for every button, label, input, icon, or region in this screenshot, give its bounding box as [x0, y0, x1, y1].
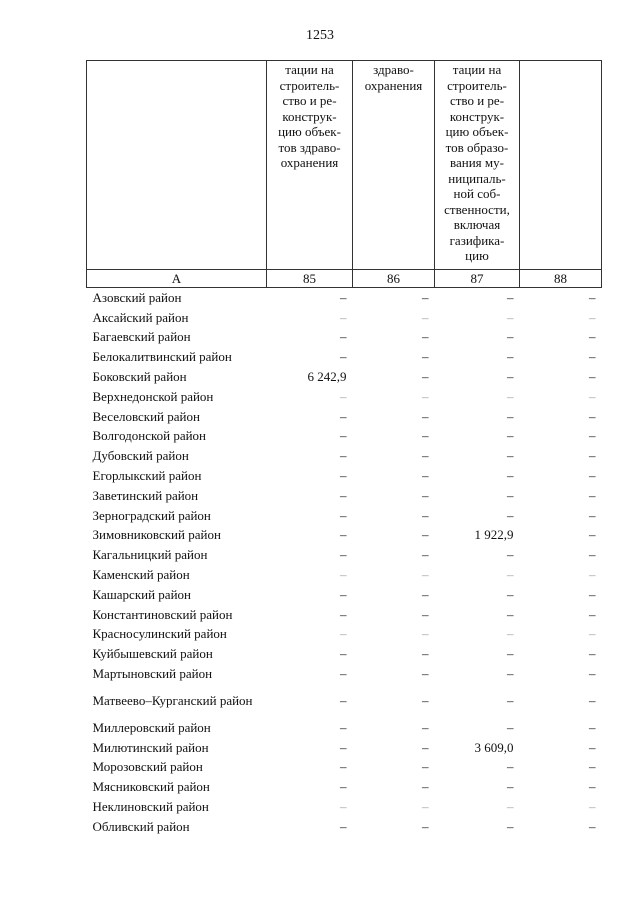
table-row	[87, 406, 602, 426]
value-cell-col-85: –	[340, 329, 347, 345]
value-cell-col-88: –	[589, 329, 596, 345]
value-cell-col-85: –	[340, 290, 347, 306]
district-name: Багаевский район	[92, 329, 191, 345]
table-row	[87, 683, 602, 717]
value-cell-col-85: –	[340, 666, 347, 682]
value-cell-col-88: –	[589, 507, 596, 523]
value-cell-col-88: –	[589, 646, 596, 662]
value-cell-col-85: –	[340, 646, 347, 662]
value-cell-col-86: –	[422, 527, 429, 543]
value-cell-col-87: –	[507, 586, 514, 602]
value-cell-col-85: –	[340, 547, 347, 563]
value-cell-col-88: –	[589, 779, 596, 795]
value-cell-col-87: 3 609,0	[474, 739, 514, 755]
value-cell-col-86: –	[422, 799, 429, 815]
value-cell-col-87: –	[507, 309, 514, 325]
value-cell-col-87: –	[507, 799, 514, 815]
district-name: Мясниковский район	[92, 779, 210, 795]
table-row	[87, 816, 602, 836]
header-text-row	[87, 61, 602, 270]
value-cell-col-88: –	[589, 626, 596, 642]
value-cell-col-86: –	[422, 739, 429, 755]
value-cell-col-86: –	[422, 547, 429, 563]
district-name: Неклиновский район	[92, 799, 209, 815]
value-cell-col-88: –	[589, 428, 596, 444]
value-cell-col-85: –	[340, 719, 347, 735]
value-cell-col-86: –	[422, 329, 429, 345]
value-cell-col-87: –	[507, 606, 514, 622]
value-cell-col-85: –	[340, 779, 347, 795]
header-cell-87: тации на строитель- ство и ре- конструк- цию объек- тов образо- вания му- ниципаль- ной соб- ственности, включая газифика- цию	[435, 61, 520, 270]
table-row	[87, 797, 602, 817]
table-body	[87, 288, 602, 837]
value-cell-col-86: –	[422, 779, 429, 795]
value-cell-col-87: –	[507, 290, 514, 306]
value-cell-col-87: –	[507, 468, 514, 484]
value-cell-col-87: –	[507, 818, 514, 834]
value-cell-col-86: –	[422, 606, 429, 622]
value-cell-col-88: –	[589, 369, 596, 385]
value-cell-col-88: –	[589, 487, 596, 503]
index-cell-88: 88	[520, 270, 602, 288]
table-row	[87, 757, 602, 777]
value-cell-col-87: –	[507, 692, 514, 708]
table-row	[87, 545, 602, 565]
district-name: Боковский район	[92, 369, 187, 385]
value-cell-col-86: –	[422, 818, 429, 834]
value-cell-col-87: –	[507, 567, 514, 583]
value-cell-col-86: –	[422, 290, 429, 306]
value-cell-col-87: –	[507, 369, 514, 385]
table-row	[87, 505, 602, 525]
district-name: Егорлыкский район	[92, 468, 202, 484]
district-name: Веселовский район	[92, 408, 200, 424]
table-row	[87, 367, 602, 387]
district-name: Кагальницкий район	[92, 547, 208, 563]
table-row	[87, 777, 602, 797]
district-name: Волгодонской район	[92, 428, 207, 444]
value-cell-col-85: –	[340, 507, 347, 523]
district-name: Мартыновский район	[92, 666, 213, 682]
table-row	[87, 565, 602, 585]
table-row	[87, 446, 602, 466]
value-cell-col-85: –	[340, 799, 347, 815]
value-cell-col-86: –	[422, 388, 429, 404]
value-cell-col-85: –	[340, 309, 347, 325]
value-cell-col-86: –	[422, 309, 429, 325]
value-cell-col-88: –	[589, 468, 596, 484]
value-cell-col-86: –	[422, 586, 429, 602]
value-cell-col-85: –	[340, 626, 347, 642]
table-row	[87, 386, 602, 406]
budget-table	[86, 60, 602, 836]
district-name: Красносулинский район	[92, 626, 227, 642]
value-cell-col-86: –	[422, 487, 429, 503]
value-cell-col-88: –	[589, 290, 596, 306]
value-cell-col-88: –	[589, 349, 596, 365]
value-cell-col-88: –	[589, 567, 596, 583]
value-cell-col-88: –	[589, 547, 596, 563]
table-header	[87, 61, 602, 288]
district-name: Дубовский район	[92, 448, 189, 464]
value-cell-col-85: –	[340, 527, 347, 543]
value-cell-col-88: –	[589, 527, 596, 543]
table-row	[87, 466, 602, 486]
value-cell-col-88: –	[589, 818, 596, 834]
value-cell-col-85: –	[340, 428, 347, 444]
value-cell-col-87: –	[507, 487, 514, 503]
value-cell-col-87: 1 922,9	[474, 527, 514, 543]
value-cell-col-86: –	[422, 567, 429, 583]
value-cell-col-87: –	[507, 646, 514, 662]
page-number: 1253	[306, 28, 334, 43]
value-cell-col-85: –	[340, 692, 347, 708]
value-cell-col-85: –	[340, 567, 347, 583]
header-cell-name	[87, 61, 267, 270]
value-cell-col-88: –	[589, 606, 596, 622]
value-cell-col-85: –	[340, 739, 347, 755]
table-row	[87, 644, 602, 664]
value-cell-col-87: –	[507, 626, 514, 642]
value-cell-col-87: –	[507, 448, 514, 464]
value-cell-col-87: –	[507, 388, 514, 404]
value-cell-col-86: –	[422, 719, 429, 735]
header-index-row	[87, 270, 602, 288]
table-row	[87, 307, 602, 327]
value-cell-col-88: –	[589, 719, 596, 735]
value-cell-col-86: –	[422, 369, 429, 385]
table-row	[87, 485, 602, 505]
value-cell-col-85: –	[340, 448, 347, 464]
value-cell-col-87: –	[507, 349, 514, 365]
value-cell-col-87: –	[507, 779, 514, 795]
table-row	[87, 347, 602, 367]
value-cell-col-86: –	[422, 507, 429, 523]
table-row	[87, 604, 602, 624]
district-name: Азовский район	[92, 290, 182, 306]
value-cell-col-88: –	[589, 309, 596, 325]
value-cell-col-86: –	[422, 428, 429, 444]
value-cell-col-85: –	[340, 349, 347, 365]
district-name: Верхнедонской район	[92, 388, 214, 404]
index-cell-86: 86	[353, 270, 435, 288]
value-cell-col-86: –	[422, 626, 429, 642]
value-cell-col-86: –	[422, 666, 429, 682]
district-name: Матвеево–Курганский район	[92, 692, 253, 708]
district-name: Милютинский район	[92, 739, 209, 755]
value-cell-col-87: –	[507, 547, 514, 563]
value-cell-col-88: –	[589, 759, 596, 775]
value-cell-col-85: –	[340, 818, 347, 834]
value-cell-col-88: –	[589, 739, 596, 755]
value-cell-col-86: –	[422, 692, 429, 708]
value-cell-col-86: –	[422, 349, 429, 365]
value-cell-col-85: –	[340, 408, 347, 424]
district-name: Белокалитвинский район	[92, 349, 232, 365]
district-name: Морозовский район	[92, 759, 203, 775]
district-name: Заветинский район	[92, 487, 199, 503]
value-cell-col-88: –	[589, 799, 596, 815]
value-cell-col-87: –	[507, 329, 514, 345]
district-name: Константиновский район	[92, 606, 233, 622]
header-cell-88	[520, 61, 602, 270]
district-name: Зимовниковский район	[92, 527, 221, 543]
value-cell-col-86: –	[422, 468, 429, 484]
value-cell-col-88: –	[589, 388, 596, 404]
value-cell-col-86: –	[422, 448, 429, 464]
value-cell-col-85: 6 242,9	[307, 369, 347, 385]
value-cell-col-85: –	[340, 468, 347, 484]
table-row	[87, 327, 602, 347]
value-cell-col-85: –	[340, 388, 347, 404]
value-cell-col-87: –	[507, 666, 514, 682]
value-cell-col-85: –	[340, 487, 347, 503]
table-row	[87, 426, 602, 446]
district-name: Куйбышевский район	[92, 646, 213, 662]
value-cell-col-88: –	[589, 408, 596, 424]
table-row	[87, 737, 602, 757]
district-name: Каменский район	[92, 567, 190, 583]
table-row	[87, 584, 602, 604]
value-cell-col-87: –	[507, 507, 514, 523]
value-cell-col-85: –	[340, 606, 347, 622]
index-cell-85: 85	[267, 270, 353, 288]
header-cell-86: здраво- охранения	[353, 61, 435, 270]
table-row	[87, 624, 602, 644]
value-cell-col-86: –	[422, 646, 429, 662]
value-cell-col-87: –	[507, 759, 514, 775]
district-name: Миллеровский район	[92, 719, 211, 735]
district-name: Кашарский район	[92, 586, 191, 602]
index-cell-a: А	[87, 270, 267, 288]
value-cell-col-87: –	[507, 428, 514, 444]
value-cell-col-88: –	[589, 586, 596, 602]
value-cell-col-85: –	[340, 586, 347, 602]
value-cell-col-87: –	[507, 408, 514, 424]
district-name: Зерноградский район	[92, 507, 211, 523]
index-cell-87: 87	[435, 270, 520, 288]
value-cell-col-85: –	[340, 759, 347, 775]
value-cell-col-86: –	[422, 408, 429, 424]
value-cell-col-88: –	[589, 666, 596, 682]
value-cell-col-87: –	[507, 719, 514, 735]
table-row	[87, 525, 602, 545]
value-cell-col-88: –	[589, 448, 596, 464]
table-row	[87, 664, 602, 684]
district-name: Аксайский район	[92, 309, 189, 325]
district-name: Обливский район	[92, 818, 190, 834]
table-row	[87, 717, 602, 737]
value-cell-col-86: –	[422, 759, 429, 775]
header-cell-85: тации на строитель- ство и ре- конструк- цию объек- тов здраво- охранения	[267, 61, 353, 270]
table-row	[87, 288, 602, 308]
value-cell-col-88: –	[589, 692, 596, 708]
